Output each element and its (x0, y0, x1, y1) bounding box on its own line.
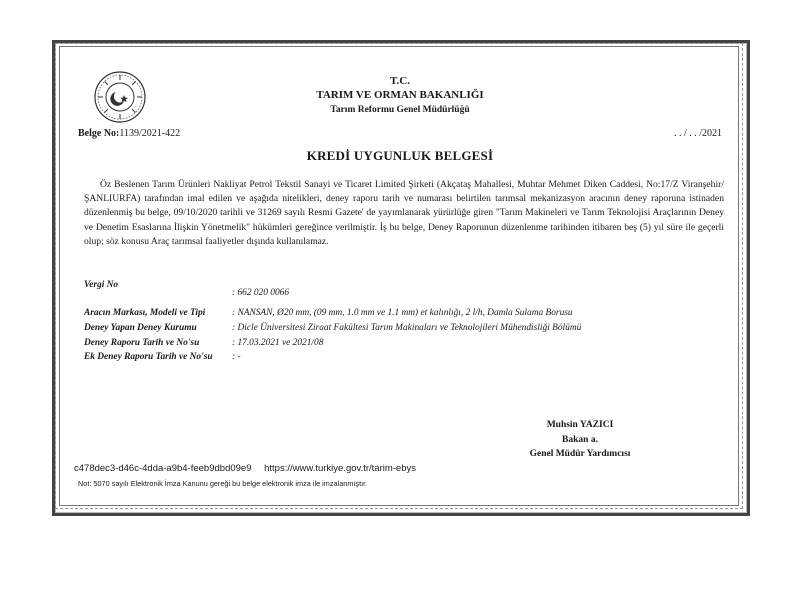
header-tc: T.C. (390, 75, 410, 87)
document-number-value: 1139/2021-422 (119, 128, 181, 139)
e-signature-note: Not: 5070 sayılı Elektronik İmza Kanunu gereği bu belge elektronik imza ile imzalanmıştır. (78, 479, 368, 488)
field-label: Deney Raporu Tarih ve No'su (84, 338, 200, 348)
document-number-label: Belge No: (78, 128, 120, 139)
field-value: : NANSAN, Ø20 mm, (09 mm, 1.0 mm ve 1.1 mm) et kalınlığı, 2 l/h, Damla Sulama Borusu (232, 308, 573, 318)
signature-block (520, 418, 640, 462)
header-directorate: Tarım Reformu Genel Müdürlüğü (330, 105, 470, 115)
field-label: Vergi No (84, 280, 119, 290)
verification-line (74, 463, 416, 474)
verification-code: c478dec3-d46c-4dda-a9b4-feeb9dbd09e9 (74, 463, 252, 474)
ministry-seal-icon (93, 70, 147, 124)
signature-role-1: Bakan a. (562, 434, 598, 445)
field-label: Deney Yapan Deney Kurumu (84, 323, 197, 333)
document-body (84, 178, 724, 249)
field-label: Ek Deney Raporu Tarih ve No'su (84, 352, 213, 362)
signature-name: Muhsin YAZICI (546, 420, 614, 430)
field-value: : - (232, 352, 241, 362)
field-value: : 662 020 0066 (232, 288, 290, 298)
field-label: Aracın Markası, Modeli ve Tipi (84, 308, 206, 318)
document-date: . . / . . /2021 (673, 128, 722, 139)
signature-role-2: Genel Müdür Yardımcısı (529, 449, 631, 459)
field-value: : Dicle Üniversitesi Ziraat Fakültesi Tarım Makinaları ve Teknolojileri Mühendisliği Bölümü (232, 323, 582, 333)
document-header (260, 74, 540, 117)
field-value: : 17.03.2021 ve 2021/08 (232, 338, 324, 348)
verification-url[interactable]: https://www.turkiye.gov.tr/tarim-ebys (264, 463, 416, 474)
document-title: KREDİ UYGUNLUK BELGESİ (306, 148, 494, 163)
header-ministry: TARIM VE ORMAN BAKANLIĞI (316, 89, 484, 101)
document-body-text: Öz Beslenen Tarım Ürünleri Nakliyat Petrol Tekstil Sanayi ve Ticaret Limited Şirketi (Akçataş Mahallesi, Muhtar Mehmet Diken Caddesi, No:17/Z Viranşehir/ŞANLIURFA) tarafından imal edilen ve aşağıda nitelikleri, deney raporu tarih ve numarası belirtilen tarımsal mekanizasyon aracının deney raporuna istinaden düzenlenmiş bu belge, 09/10/2020 tarihli ve 31269 sayılı Resmi Gazete' de yayımlanarak yürürlüğe giren "Tarım Makineleri ve Tarım Teknolojisi Araçlarının Deney ve Denetim Esaslarına İlişkin Yönetmelik" hükümleri gereğince verilmiştir. İş bu belge, Deney Raporunun düzenlenme tarihinden itibaren beş (5) yıl süre ile geçerli olup; söz konusu Araç tarımsal faaliyetler dışında kullanılamaz. (84, 179, 724, 247)
document-number (78, 128, 180, 139)
